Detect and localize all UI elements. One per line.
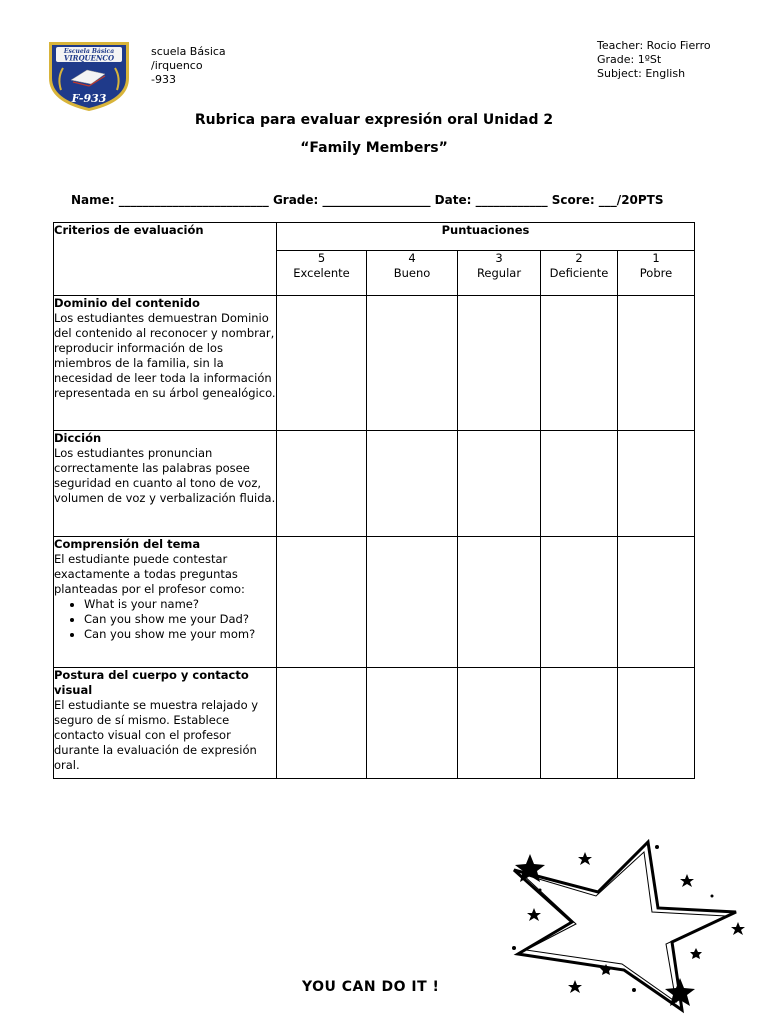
score-cell[interactable] bbox=[541, 668, 618, 779]
star-icon bbox=[690, 948, 702, 959]
stars-illustration bbox=[500, 838, 752, 1014]
score-label: Excelente bbox=[293, 266, 350, 280]
dot-icon bbox=[632, 988, 636, 992]
score-label: Regular bbox=[476, 266, 522, 280]
score-level-3 bbox=[458, 251, 541, 296]
score-label: Bueno bbox=[393, 266, 431, 280]
document-subtitle: “Family Members” bbox=[300, 140, 448, 156]
logo-line1: Escuela Básica bbox=[63, 48, 115, 55]
dot-icon bbox=[512, 946, 516, 950]
score-label: Deficiente bbox=[549, 266, 609, 280]
school-code-line: -933 bbox=[151, 73, 176, 86]
teacher-name: Teacher: Rocio Fierro bbox=[597, 39, 711, 52]
score-value: 2 bbox=[575, 251, 583, 265]
score-cell[interactable] bbox=[277, 668, 367, 779]
criterion-description: Los estudiantes demuestran Dominio del contenido al reconocer y nombrar, reproducir información de los miembros de la familia, sin la necesidad de leer toda la información representada en su árbol genealógico. bbox=[54, 311, 276, 400]
subject-info: Subject: English bbox=[597, 67, 686, 80]
score-level-5 bbox=[277, 251, 367, 296]
score-cell[interactable] bbox=[541, 431, 618, 537]
criterion-title: Comprensión del tema bbox=[54, 537, 201, 551]
criterion-cell bbox=[54, 431, 277, 537]
motto-text: YOU CAN DO IT ! bbox=[302, 979, 440, 995]
criterion-cell bbox=[54, 537, 277, 668]
score-cell[interactable] bbox=[367, 431, 458, 537]
criterion-title: Dominio del contenido bbox=[54, 296, 200, 310]
criterion-title: Dicción bbox=[54, 431, 102, 445]
dot-icon bbox=[711, 895, 714, 898]
score-cell[interactable] bbox=[458, 537, 541, 668]
score-value: 3 bbox=[495, 251, 503, 265]
score-cell[interactable] bbox=[458, 431, 541, 537]
document-title: Rubrica para evaluar expresión oral Unidad 2 bbox=[194, 112, 554, 128]
school-name-line1: scuela Básica bbox=[151, 45, 226, 58]
big-star-outline-icon bbox=[514, 842, 736, 1010]
score-cell[interactable] bbox=[277, 537, 367, 668]
star-icon bbox=[578, 852, 592, 865]
star-icon bbox=[731, 922, 745, 935]
score-cell[interactable] bbox=[618, 296, 695, 431]
score-value: 1 bbox=[652, 251, 660, 265]
question-item: • Can you show me your Dad? bbox=[84, 612, 276, 627]
logo-code: F-933 bbox=[71, 92, 107, 105]
score-label: Pobre bbox=[639, 266, 673, 280]
criterion-row bbox=[54, 296, 695, 431]
score-cell[interactable] bbox=[367, 537, 458, 668]
question-list bbox=[54, 597, 276, 642]
star-icon bbox=[568, 980, 582, 993]
score-cell[interactable] bbox=[541, 537, 618, 668]
score-level-2 bbox=[541, 251, 618, 296]
big-star-inner-icon bbox=[522, 852, 726, 1002]
criterion-cell bbox=[54, 296, 277, 431]
criterion-description: El estudiante puede contestar exactamente a todas preguntas planteadas por el profesor como: bbox=[54, 552, 245, 596]
question-item: • Can you show me your mom? bbox=[84, 627, 276, 642]
score-level-1 bbox=[618, 251, 695, 296]
teacher-info bbox=[597, 39, 711, 81]
score-cell[interactable] bbox=[618, 668, 695, 779]
criterion-title: Postura del cuerpo y contacto visual bbox=[54, 668, 249, 697]
score-cell[interactable] bbox=[367, 296, 458, 431]
school-logo bbox=[47, 40, 131, 112]
score-cell[interactable] bbox=[458, 296, 541, 431]
rubric-table bbox=[53, 222, 695, 779]
header-row bbox=[54, 223, 695, 251]
score-cell[interactable] bbox=[458, 668, 541, 779]
score-cell[interactable] bbox=[541, 296, 618, 431]
grade-info: Grade: 1ºSt bbox=[597, 53, 662, 66]
score-cell[interactable] bbox=[618, 431, 695, 537]
criterion-row bbox=[54, 668, 695, 779]
score-cell[interactable] bbox=[277, 296, 367, 431]
star-icon bbox=[527, 908, 541, 921]
score-value: 4 bbox=[408, 251, 416, 265]
criterion-cell bbox=[54, 668, 277, 779]
score-cell[interactable] bbox=[277, 431, 367, 537]
criterion-description: Los estudiantes pronuncian correctamente las palabras posee seguridad en cuanto al tono de voz, volumen de voz y verbalización fluida. bbox=[54, 446, 276, 505]
criteria-header: Criterios de evaluación bbox=[54, 223, 277, 296]
dot-icon bbox=[539, 889, 542, 892]
star-icon bbox=[680, 874, 694, 887]
score-value: 5 bbox=[317, 251, 326, 265]
school-name-line2: /irquenco bbox=[151, 59, 203, 72]
logo-line2: VIRQUENCO bbox=[63, 53, 115, 63]
criterion-description: El estudiante se muestra relajado y seguro de sí mismo. Establece contacto visual con el profesor durante la evaluación de expresión oral. bbox=[54, 698, 259, 772]
score-cell[interactable] bbox=[367, 668, 458, 779]
criterion-row bbox=[54, 537, 695, 668]
criterion-row bbox=[54, 431, 695, 537]
scores-header: Puntuaciones bbox=[277, 223, 695, 251]
student-fields-line: Name: _________________________ Grade: __________________ Date: ____________ Score: ___/20PTS bbox=[71, 193, 664, 207]
score-cell[interactable] bbox=[618, 537, 695, 668]
question-item: • What is your name? bbox=[84, 597, 276, 612]
dot-icon bbox=[655, 845, 659, 849]
school-info bbox=[151, 45, 226, 87]
score-level-4 bbox=[367, 251, 458, 296]
